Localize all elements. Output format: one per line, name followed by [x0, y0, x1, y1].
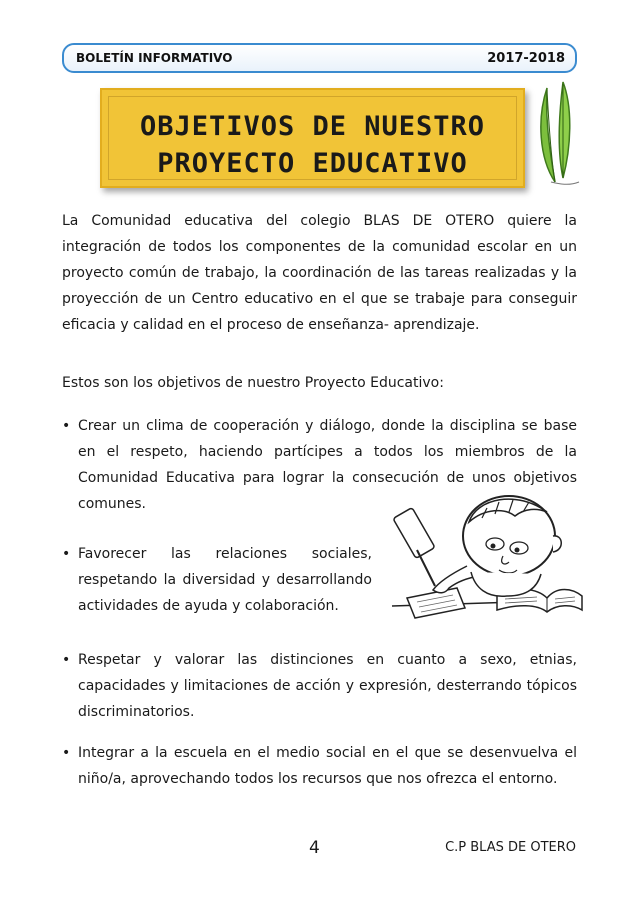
newsletter-label: BOLETÍN INFORMATIVO: [76, 51, 233, 65]
page-title: [102, 108, 523, 182]
title-line-2: PROYECTO EDUCATIVO: [157, 148, 468, 179]
header-bar: [62, 43, 577, 73]
bullet-icon: •: [62, 546, 71, 562]
objective-text: Crear un clima de cooperación y diálogo, donde la disciplina se base en el respeto, haciendo partícipes a todos los miembros de la Comunidad Educativa para lograr la consecución de unos objetivos comunes.: [78, 418, 577, 512]
title-box: [100, 88, 525, 188]
page-number: 4: [309, 838, 320, 858]
title-line-1: OBJETIVOS DE NUESTRO: [139, 111, 486, 142]
objective-text: Integrar a la escuela en el medio social en el que se desenvuelva el niño/a, aprovechando todos los recursos que nos ofrezca el entorno.: [78, 745, 577, 787]
leaves-icon: [533, 78, 583, 188]
objective-text: Respetar y valorar las distinciones en cuanto a sexo, etnias, capacidades y limitaciones de acción y expresión, desterrando tópicos discriminatorios.: [78, 652, 577, 720]
objectives-lead: Estos son los objetivos de nuestro Proyecto Educativo:: [62, 375, 444, 391]
bullet-icon: •: [62, 745, 71, 761]
child-writing-illustration: [387, 478, 587, 638]
intro-paragraph: La Comunidad educativa del colegio BLAS DE OTERO quiere la integración de todos los componentes de la comunidad escolar en un proyecto común de trabajo, la coordinación de las tareas realizadas y la proyección de un Centro educativo en el que se trabaje para conseguir eficacia y calidad en el proceso de enseñanza- aprendizaje.: [62, 213, 577, 333]
objective-text: Favorecer las relaciones sociales, respetando la diversidad y desarrollando actividades de ayuda y colaboración.: [78, 546, 372, 614]
bullet-icon: •: [62, 652, 71, 668]
bullet-icon: •: [62, 418, 71, 434]
school-name: C.P BLAS DE OTERO: [445, 840, 576, 855]
school-year: 2017-2018: [487, 51, 565, 66]
